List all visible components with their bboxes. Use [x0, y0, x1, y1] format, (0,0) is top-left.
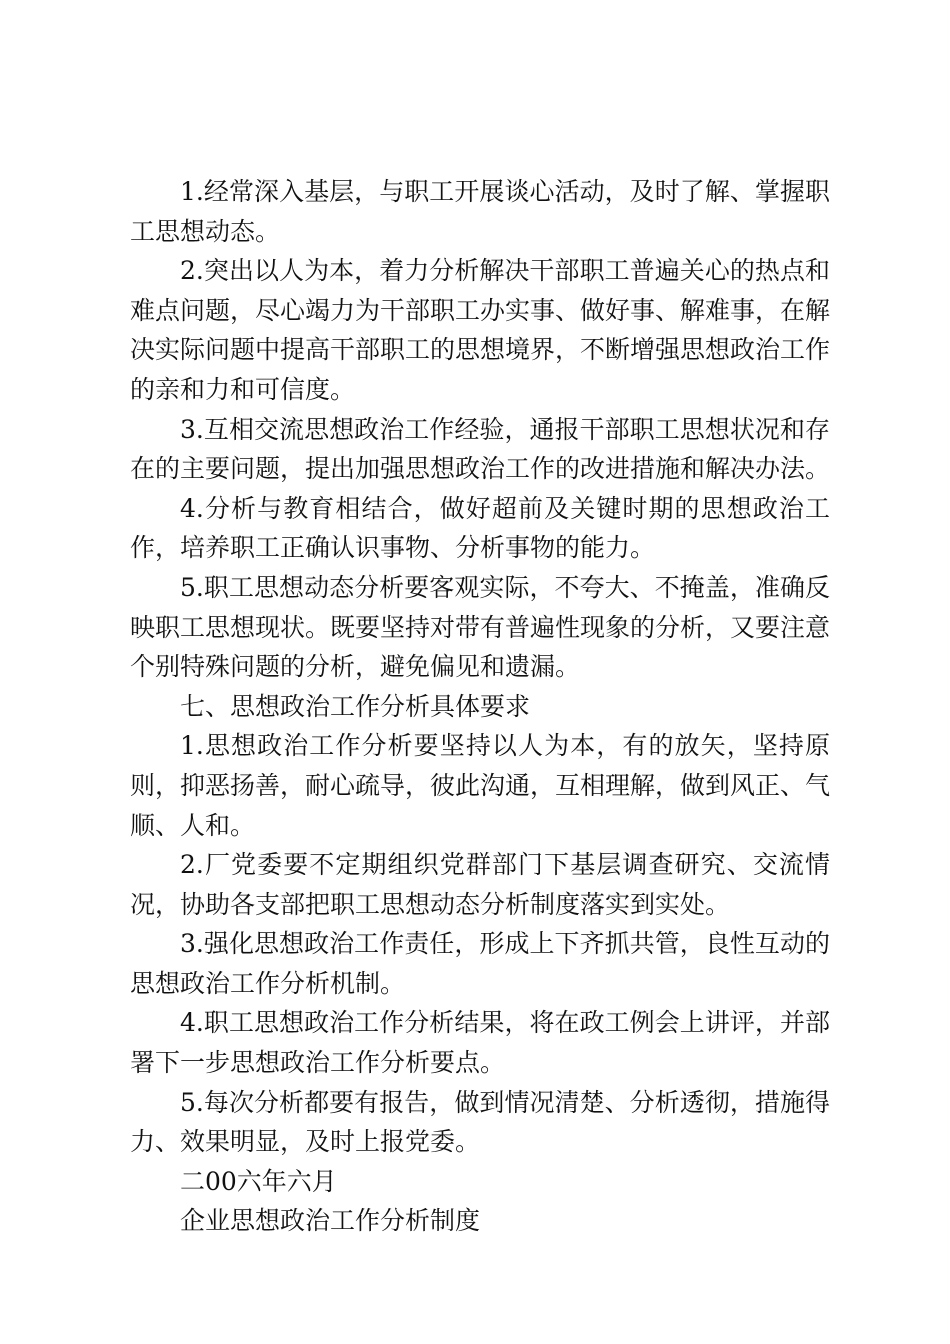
document-body: [130, 172, 830, 1241]
requirement-item-1: 1.思想政治工作分析要坚持以人为本，有的放矢，坚持原则，抑恶扬善，耐心疏导，彼此沟通，互相理解，做到风正、气顺、人和。: [130, 731, 831, 840]
document-title-footer: 企业思想政治工作分析制度: [180, 1206, 481, 1236]
paragraph-item-3: 3.互相交流思想政治工作经验，通报干部职工思想状况和存在的主要问题，提出加强思想政治工作的改进措施和解决办法。: [130, 414, 831, 484]
requirement-item-5: 5.每次分析都要有报告，做到情况清楚、分析透彻，措施得力、效果明显，及时上报党委。: [130, 1087, 830, 1157]
section-heading-requirements: 七、思想政治工作分析具体要求: [180, 691, 531, 721]
paragraph-item-2: 2.突出以人为本，着力分析解决干部职工普遍关心的热点和难点问题，尽心竭力为干部职工办实事、做好事、解难事，在解决实际问题中提高干部职工的思想境界，不断增强思想政治工作的亲和力和可信度。: [130, 256, 831, 404]
paragraph-item-5: 5.职工思想动态分析要客观实际，不夸大、不掩盖，准确反映职工思想现状。既要坚持对带有普遍性现象的分析，又要注意个别特殊问题的分析，避免偏见和遗漏。: [130, 572, 831, 682]
paragraph-item-4: 4.分析与教育相结合，做好超前及关键时期的思想政治工作，培养职工正确认识事物、分析事物的能力。: [130, 493, 830, 563]
requirement-item-3: 3.强化思想政治工作责任，形成上下齐抓共管，良性互动的思想政治工作分析机制。: [130, 929, 830, 998]
document-date: 二00六年六月: [180, 1166, 337, 1196]
paragraph-item-1: 1.经常深入基层，与职工开展谈心活动，及时了解、掌握职工思想动态。: [130, 177, 830, 246]
requirement-item-2: 2.厂党委要不定期组织党群部门下基层调查研究、交流情况，协助各支部把职工思想动态分析制度落实到实处。: [130, 850, 830, 919]
requirement-item-4: 4.职工思想政治工作分析结果，将在政工例会上讲评，并部署下一步思想政治工作分析要点。: [130, 1008, 830, 1078]
